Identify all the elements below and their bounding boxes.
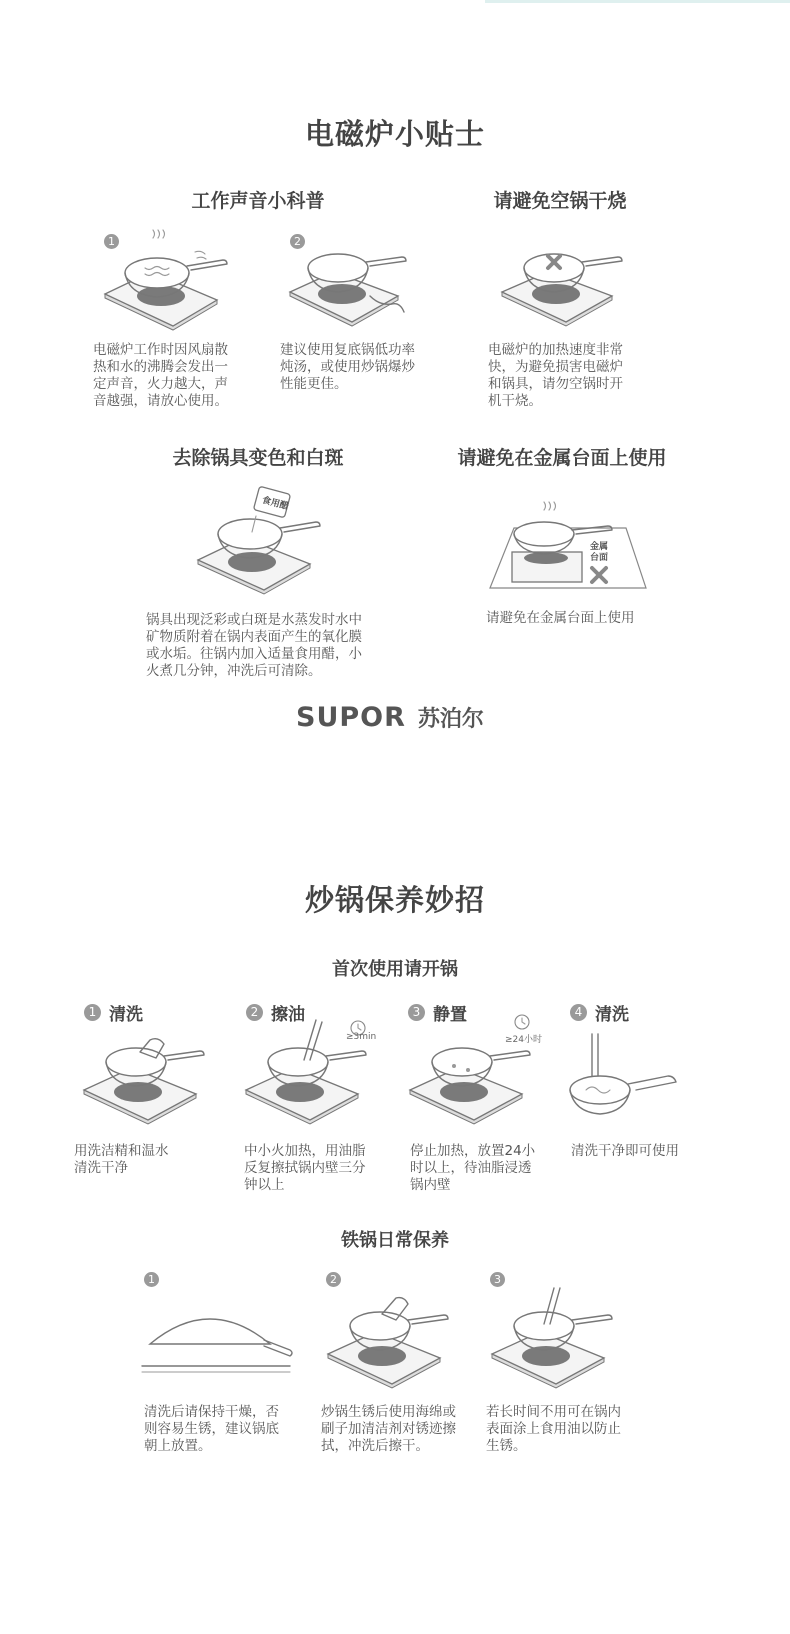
- tips-title: 电磁炉小贴士: [304, 117, 485, 151]
- metal-sign-line1: 金属: [590, 542, 609, 552]
- step-number-badge: 1: [104, 234, 119, 249]
- care-title: 炒锅保养妙招: [304, 883, 485, 917]
- step-number-badge: 1: [144, 1272, 159, 1287]
- empty-pan-no-dry-burn-illustration: [496, 236, 656, 336]
- step-number-badge: 1: [84, 1004, 101, 1021]
- stir-fry-pan-illustration: [282, 236, 432, 336]
- dry-burn-text: 电磁炉的加热速度非常 快，为避免损害电磁炉 和锅具，请勿空锅时开 机干烧。: [488, 342, 623, 409]
- brand-logo: [296, 702, 484, 733]
- step-label: 静置: [433, 1005, 467, 1025]
- step-number-badge: 3: [408, 1004, 425, 1021]
- step-number-badge: 2: [246, 1004, 263, 1021]
- metal-countertop-warning-illustration: [486, 498, 656, 598]
- step-number-badge: 2: [290, 234, 305, 249]
- first-use-step-2-text: 中小火加热，用油脂 反复擦拭锅内壁三分 钟以上: [244, 1143, 366, 1193]
- step-number-badge: 2: [326, 1272, 341, 1287]
- first-use-step-4-text: 清洗干净即可使用: [571, 1143, 679, 1159]
- noise-heading: 工作声音小科普: [191, 190, 325, 212]
- noise-step2-text: 建议使用复底锅低功率 炖汤，或使用炒锅爆炒 性能更佳。: [280, 342, 415, 392]
- oil-coating-illustration: [486, 1280, 636, 1390]
- timer-3min-label: ≥3min: [346, 1032, 377, 1042]
- iron-daily-heading: 铁锅日常保养: [341, 1230, 449, 1251]
- iron-daily-step-1-text: 清洗后请保持干燥，否 则容易生锈，建议锅底 朝上放置。: [144, 1404, 279, 1454]
- step-label: 擦油: [271, 1005, 305, 1025]
- step-label: 清洗: [109, 1005, 143, 1025]
- step-label: 清洗: [595, 1005, 629, 1025]
- stain-heading: 去除锅具变色和白斑: [172, 447, 344, 469]
- metal-sign: [590, 542, 608, 564]
- pan-upside-down-illustration: [140, 1296, 290, 1386]
- first-use-step-1-text: 用洗洁精和温水 清洗干净: [74, 1143, 169, 1176]
- stain-text: 锅具出现泛彩或白斑是水蒸发时水中 矿物质附着在锅内表面产生的氧化膜 或水垢。往锅内加入适量食用醋，小 火煮几分钟，冲洗后可清除。: [146, 612, 362, 679]
- induction-cooker-noise-illustration: [95, 228, 255, 338]
- first-use-step-1-header: [84, 1000, 143, 1025]
- step-number-badge: 3: [490, 1272, 505, 1287]
- metal-text: 请避免在金属台面上使用: [486, 610, 635, 626]
- metal-heading: 请避免在金属台面上使用: [457, 447, 667, 469]
- metal-sign-line2: 台面: [590, 553, 609, 563]
- brand-logo-chinese: 苏泊尔: [417, 707, 484, 732]
- top-accent-bar: [485, 0, 790, 3]
- wash-pan-illustration: [78, 1030, 218, 1125]
- iron-daily-step-3-text: 若长时间不用可在锅内 表面涂上食用油以防止 生锈。: [486, 1404, 621, 1454]
- vinegar-bottle-label: 食用醋: [260, 495, 290, 513]
- dry-heading: 请避免空锅干烧: [493, 190, 627, 212]
- first-use-step-4-header: [570, 1000, 629, 1025]
- noise-step1-text: 电磁炉工作时因风扇散 热和水的沸腾会发出一 定声音，火力越大，声 音越强，请放心使用。: [93, 342, 228, 409]
- iron-daily-step-2-text: 炒锅生锈后使用海绵或 刷子加清洁剂对锈迹擦 拭，冲洗后擦干。: [321, 1404, 456, 1454]
- timer-24h-label: ≥24小时: [505, 1035, 542, 1045]
- step-number-badge: 4: [570, 1004, 587, 1021]
- brand-logo-latin: SUPOR: [296, 702, 406, 733]
- first-use-step-3-text: 停止加热，放置24小 时以上，待油脂浸透 锅内壁: [410, 1143, 536, 1193]
- rust-cleaning-illustration: [322, 1290, 472, 1390]
- first-use-heading: 首次使用请开锅: [332, 959, 458, 980]
- rinse-pan-illustration: [562, 1030, 692, 1130]
